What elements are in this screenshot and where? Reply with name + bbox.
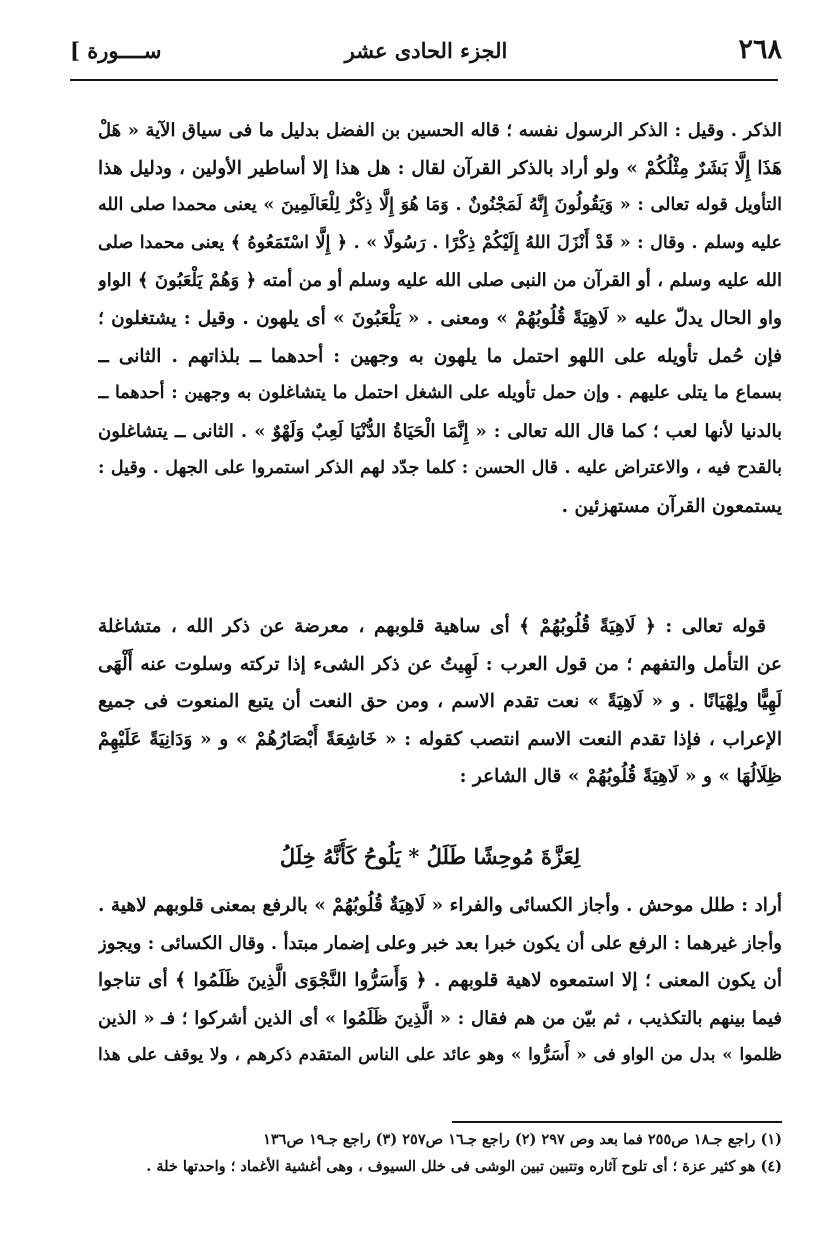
footnote-line: (٤) هو كثير عزة ؛ أى تلوح آثاره وتتبين تبين الوشى فى خلل السيوف ، وهى أغشية الأغماد ؛ واحدتها خلة .	[146, 1158, 782, 1175]
text-line: ظلموا » بدل من الواو فى « أَسَرُّوا » وهو عائد على الناس المتقدم ذكرهم ، ولا يوقف على هذا	[98, 1045, 782, 1066]
page-number: ٢٦٨	[738, 34, 782, 65]
text-line: أراد : طلل موحش . وأجاز الكسائى والفراء « لَاهِيَةٌ قُلُوبُهُمْ » بالرفع بمعنى قلوبهم لاهية .	[98, 895, 782, 916]
footnote-rule	[452, 1121, 782, 1123]
text-line: وأجاز غيرهما : الرفع على أن يكون خبرا بعد خبر وعلى إضمار مبتدأ . وقال الكسائى : ويجوز	[98, 932, 782, 954]
running-header	[70, 34, 782, 76]
text-line: فإن حُمل تأويله على اللهو احتمل ما يلهون به وجهين : أحدهما ــ بلذاتهم . الثانى ــ	[98, 345, 782, 367]
text-line: الذكر . وقيل : الذكر الرسول نفسه ؛ قاله الحسين بن الفضل بدليل ما فى سياق الآية « هَلْ	[98, 120, 782, 141]
text-line: بالقدح فيه ، والاعتراض عليه . قال الحسن : كلما جدّد لهم الذكر استمروا على الجهل . وقيل :	[98, 458, 782, 479]
text-line: واو الحال يدلّ عليه « لَاهِيَةً قُلُوبُهُمْ » ومعنى . « يَلْعَبُونَ » أى يلهون . وقيل : يشتغلون ؛	[98, 307, 782, 329]
text-line: بالدنيا لأنها لعب ؛ كما قال الله تعالى : « إِنَّمَا الْحَيَاةُ الدُّنْيَا لَعِبٌ وَلَهْوٌ » . الثانى ــ يتشاغلون	[98, 420, 782, 442]
header-rule	[70, 79, 778, 81]
text-line: التأويل قوله تعالى : « وَيَقُولُونَ إِنَّهُ لَمَجْنُونٌ . وَمَا هُوَ إِلَّا ذِكْرٌ لِلْعَالَمِينَ » يعنى محمدا صلى الله	[98, 195, 782, 216]
text-line: يستمعون القرآن مستهزئين .	[561, 495, 782, 517]
running-title: الجزء الحادى عشر	[344, 38, 508, 63]
text-line: الله عليه وسلم ، أو القرآن من النبى صلى الله عليه وسلم أو من أمته ﴿ وَهُمْ يَلْعَبُونَ ﴾ الواو	[98, 270, 782, 292]
text-line: فيما بينهم بالتكذيب ، ثم بيّن من هم فقال : « الَّذِينَ ظَلَمُوا » أى الذين أشركوا ؛ فـ « الذين	[98, 1007, 782, 1029]
paragraph-commentary-1	[98, 112, 782, 526]
text-line: أن يكون المعنى ؛ إلا استمعوه لاهية قلوبهم . ﴿ وَأَسَرُّوا النَّجْوَى الَّذِينَ ظَلَمُوا ﴾ أى تناجوا	[98, 970, 782, 992]
text-line: عن التأمل والتفهم ؛ من قول العرب : لَهِيتُ عن ذكر الشىء إذا تركته وسلوت عنه أَلْهَى	[98, 653, 782, 675]
text-line: بسماع ما يتلى عليهم . وإن حمل تأويله على الشغل احتمل ما يتشاغلون به وجهين : أحدهما ــ	[98, 383, 782, 404]
text-line: عليه وسلم . وقال : « قَدْ أَنْزَلَ اللهُ إِلَيْكُمْ ذِكْرًا . رَسُولًا » . ﴿ إِلَّا اسْتَمَعُوهُ ﴾ يعنى محمدا صلى	[98, 232, 782, 253]
text-line: لَهِيًّا ولِهْيَانًا . و « لَاهِيَةً » نعت تقدم الاسم ، ومن حق النعت أن يتبع المنعوت فى جميع	[98, 691, 782, 713]
paragraph-commentary-2	[98, 608, 782, 796]
text-line: الإعراب ، فإذا تقدم النعت الاسم انتصب كقوله : « خَاشِعَةً أَبْصَارُهُمْ » و « وَدَانِيَةً عَلَيْهِمْ	[98, 728, 782, 750]
footnotes	[80, 1126, 782, 1180]
poetry-verse: لِعَزَّةَ مُوحِشًا طَلَلُ * يَلُوحُ كَأَنَّهُ خِلَلُ	[279, 844, 581, 869]
text-line: قوله تعالى : ﴿ لَاهِيَةً قُلُوبُهُمْ ﴾ أى ساهية قلوبهم ، معرضة عن ذكر الله ، متشاغلة	[98, 616, 766, 637]
text-line: هَذَا إِلَّا بَشَرٌ مِثْلُكُمْ » ولو أراد بالذكر القرآن لقال : هل هذا إلا أساطير الأولين ، ودليل هذا	[98, 157, 782, 179]
paragraph-commentary-3	[98, 887, 782, 1075]
surah-label: [ ســــورة	[70, 38, 162, 63]
footnote-line: (١) راجع جـ١٨ ص٢٥٥ فما بعد وص ٢٩٧ (٢) راجع جـ١٦ ص٢٥٧ (٣) راجع جـ١٩ ص١٣٦	[263, 1131, 782, 1148]
text-line: ظِلَالُهَا » و « لَاهِيَةً قُلُوبُهُمْ » قال الشاعر :	[459, 766, 782, 788]
